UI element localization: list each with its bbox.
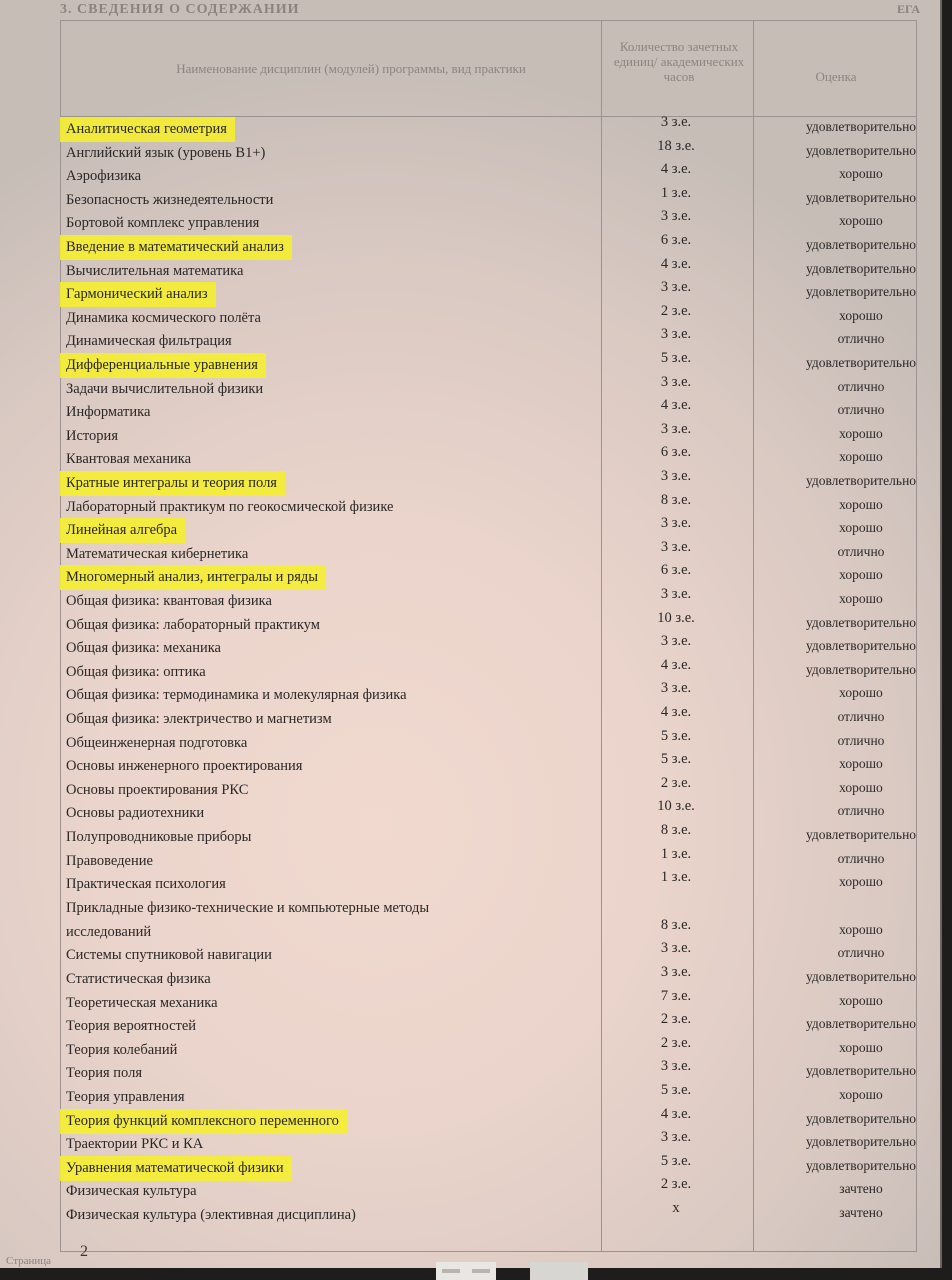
grade: зачтено (839, 1205, 883, 1220)
grade: хорошо (839, 567, 883, 583)
discipline-name (66, 451, 191, 468)
credit-units: 2 з.е. (660, 774, 692, 791)
discipline-name (66, 971, 211, 988)
column-header-grade: Оценка (815, 69, 857, 84)
credit-units: 3 з.е. (660, 420, 692, 437)
discipline-name (66, 640, 221, 657)
credit-units: 3 з.е. (660, 468, 692, 484)
grade: удовлетворительно (805, 1110, 917, 1126)
grade: отлично (837, 732, 885, 748)
credit-units: 1 з.е. (660, 184, 692, 201)
credit-units: 3 з.е. (660, 633, 692, 650)
credit-units: 3 з.е. (660, 114, 692, 130)
discipline-name-text: Безопасность жизнедеятельности (66, 191, 274, 208)
grade: удовлетворительно (805, 119, 917, 134)
discipline-name-text: Основы проектирования РКС (66, 781, 249, 798)
discipline-name (66, 593, 272, 610)
discipline-name (66, 900, 429, 917)
discipline-name-continued: исследований (66, 923, 152, 940)
discipline-name-text: Полупроводниковые приборы (66, 829, 252, 845)
grade: удовлетворительно (805, 355, 917, 370)
credit-units: 2 з.е. (660, 302, 692, 319)
discipline-name (66, 711, 332, 728)
discipline-name-text: Квантовая механика (66, 451, 191, 468)
credit-units: 3 з.е. (660, 326, 692, 343)
credit-units: x (672, 1200, 680, 1216)
discipline-name-text: Теоретическая механика (66, 994, 218, 1011)
discipline-name (66, 1018, 196, 1035)
discipline-name-text: Теория поля (66, 1065, 143, 1082)
credit-units: 6 з.е. (660, 562, 692, 579)
discipline-name-text: Общеинженерная подготовка (66, 734, 248, 751)
discipline-name-text: Многомерный анализ, интегралы и ряды (66, 565, 318, 590)
grade: удовлетворительно (805, 1016, 917, 1032)
credit-units: 8 з.е. (660, 916, 692, 933)
discipline-name (66, 239, 284, 256)
discipline-name-text: Линейная алгебра (66, 518, 177, 543)
discipline-name-text: Теория вероятностей (66, 1018, 197, 1035)
grade: удовлетворительно (805, 661, 917, 677)
credit-units: 3 з.е. (660, 940, 692, 957)
discipline-name (66, 995, 218, 1012)
credit-units: 3 з.е. (660, 1129, 692, 1146)
grade: удовлетворительно (805, 827, 917, 842)
discipline-name (66, 1113, 339, 1130)
discipline-name (66, 1065, 142, 1082)
credit-units: 5 з.е. (660, 1152, 692, 1169)
grade: хорошо (839, 449, 883, 465)
grade: хорошо (839, 992, 883, 1008)
credit-units: 6 з.е. (660, 232, 692, 248)
grade: хорошо (839, 166, 883, 182)
discipline-name-text: Информатика (66, 404, 151, 421)
discipline-name (66, 310, 261, 327)
grade: удовлетворительно (805, 614, 917, 630)
discipline-name (66, 121, 227, 138)
discipline-name-text: Вычислительная математика (66, 262, 244, 279)
discipline-name (66, 1089, 185, 1106)
discipline-name (66, 1207, 356, 1224)
discipline-name-text: Лабораторный практикум по геокосмической физике (66, 498, 394, 515)
discipline-name-text: Дифференциальные уравнения (66, 353, 258, 378)
grade: отлично (837, 402, 885, 418)
grade: хорошо (839, 213, 883, 229)
grade: удовлетворительно (805, 260, 917, 276)
discipline-name-text: Теория функций комплексного переменного (66, 1109, 339, 1134)
grade: удовлетворительно (805, 969, 917, 984)
grade: отлично (837, 543, 885, 559)
credit-units: 4 з.е. (660, 397, 692, 414)
section-title: 3. СВЕДЕНИЯ О СОДЕРЖАНИИ (60, 2, 300, 17)
grade: удовлетворительно (805, 1157, 917, 1173)
credit-units: 4 з.е. (660, 656, 692, 673)
credit-units: 3 з.е. (660, 515, 692, 532)
grade: отлично (837, 803, 885, 819)
discipline-name-text: Общая физика: электричество и магнетизм (66, 711, 332, 727)
column-header-name: Наименование дисциплин (модулей) программы, вид практики (176, 61, 526, 76)
grade: отлично (837, 850, 885, 866)
grade: удовлетворительно (805, 189, 917, 205)
page-label: Страница (6, 1255, 52, 1267)
credit-units: 3 з.е. (660, 373, 692, 390)
grades-table (60, 20, 917, 1252)
discipline-name-text: Физическая культура (элективная дисциплина) (66, 1207, 356, 1223)
grade: хорошо (839, 520, 883, 536)
grade: хорошо (839, 779, 883, 795)
discipline-name (66, 782, 248, 799)
discipline-name-text: Системы спутниковой навигации (66, 947, 272, 964)
grade: хорошо (839, 756, 883, 772)
credit-units: 3 з.е. (660, 680, 692, 697)
discipline-name (66, 357, 258, 374)
discipline-name-text: Теория колебаний (66, 1041, 178, 1058)
grade: хорошо (839, 1039, 883, 1055)
discipline-name-text: История (66, 427, 118, 444)
credit-units: 3 з.е. (660, 279, 692, 296)
discipline-name (66, 168, 141, 185)
discipline-name (66, 286, 208, 303)
grade: удовлетворительно (805, 142, 917, 158)
page-number: 2 (80, 1243, 88, 1260)
grade: отлично (837, 945, 885, 961)
discipline-name (66, 758, 302, 775)
credit-units: 2 з.е. (660, 1011, 692, 1028)
grade: удовлетворительно (805, 473, 917, 488)
credit-units: 4 з.е. (660, 161, 692, 178)
discipline-name (66, 522, 177, 539)
credit-units: 2 з.е. (660, 1034, 692, 1051)
grade: хорошо (839, 685, 883, 701)
discipline-name (66, 1183, 197, 1200)
column-divider (753, 21, 754, 1251)
grade: отлично (837, 709, 885, 724)
discipline-name-text: Гармонический анализ (66, 282, 208, 307)
credit-units: 2 з.е. (660, 1176, 692, 1193)
grade: удовлетворительно (805, 284, 917, 300)
credit-units: 3 з.е. (660, 208, 692, 225)
viewer-thumbnail-chip[interactable] (436, 1262, 496, 1280)
discipline-name (66, 428, 118, 445)
discipline-name-text: Прикладные физико-технические и компьютерные методы (66, 899, 430, 916)
grade: хорошо (839, 307, 883, 323)
discipline-name-text: Общая физика: термодинамика и молекулярная физика (66, 687, 407, 704)
discipline-name (66, 829, 251, 846)
discipline-name-text: Общая физика: квантовая физика (66, 593, 272, 609)
discipline-name-text: Траектории РКС и КА (66, 1136, 204, 1153)
discipline-name-text: Общая физика: лабораторный практикум (66, 616, 320, 633)
discipline-name-text: Физическая культура (66, 1183, 197, 1200)
grade: хорошо (839, 496, 883, 512)
discipline-name (66, 145, 265, 162)
discipline-name (66, 1136, 203, 1153)
grade: отлично (837, 378, 885, 394)
discipline-name-text: Динамика космического полёта (66, 309, 261, 326)
discipline-name (66, 546, 248, 563)
discipline-name (66, 404, 150, 421)
discipline-name (66, 876, 226, 893)
discipline-name-text: Общая физика: оптика (66, 663, 206, 680)
viewer-chip[interactable] (530, 1262, 588, 1280)
discipline-name (66, 805, 204, 822)
credit-units: 5 з.е. (660, 751, 692, 768)
discipline-name (66, 853, 153, 870)
grade: хорошо (839, 1087, 883, 1102)
discipline-name-text: Кратные интегралы и теория поля (66, 471, 277, 496)
grade: хорошо (839, 591, 883, 606)
grade: удовлетворительно (805, 1063, 917, 1079)
discipline-name-text: Уравнения математической физики (66, 1156, 284, 1181)
discipline-name-text: Основы инженерного проектирования (66, 758, 303, 775)
discipline-name-text: Аэрофизика (66, 168, 142, 185)
discipline-name (66, 499, 393, 516)
credit-units: 8 з.е. (660, 491, 692, 508)
discipline-name-text: Задачи вычислительной физики (66, 380, 264, 397)
discipline-name-text: Теория управления (66, 1089, 185, 1105)
grade: отлично (837, 331, 885, 347)
discipline-name (66, 735, 247, 752)
discipline-name (66, 1042, 177, 1059)
discipline-name (66, 333, 232, 350)
credit-units: 7 з.е. (660, 987, 692, 1004)
discipline-name-text: Математическая кибернетика (66, 545, 249, 562)
discipline-name-text: Введение в математический анализ (66, 235, 284, 260)
credit-units: 6 з.е. (660, 444, 692, 461)
discipline-name (66, 617, 320, 634)
credit-units: 3 з.е. (660, 1058, 692, 1075)
discipline-name-text: Аналитическая геометрия (66, 117, 227, 142)
grade: удовлетворительно (805, 638, 917, 654)
credit-units: 8 з.е. (660, 822, 692, 838)
grade: удовлетворительно (805, 1134, 917, 1150)
credit-units: 5 з.е. (660, 1082, 692, 1098)
credit-units: 1 з.е. (660, 845, 692, 862)
column-divider (601, 21, 602, 1251)
discipline-name (66, 1160, 284, 1177)
discipline-name (66, 381, 263, 398)
credit-units: 4 з.е. (660, 1105, 692, 1122)
discipline-name-text: Бортовой комплекс управления (66, 215, 260, 232)
discipline-name-text: Общая физика: механика (66, 640, 221, 657)
discipline-name-text: Правоведение (66, 852, 153, 869)
discipline-name-text: Основы радиотехники (66, 805, 205, 822)
grade: зачтено (839, 1181, 883, 1197)
credit-units: 3 з.е. (660, 586, 692, 602)
discipline-name-text: Статистическая физика (66, 971, 211, 987)
grade: удовлетворительно (805, 237, 917, 252)
discipline-name (66, 192, 273, 209)
credit-units: 10 з.е. (657, 609, 695, 626)
credit-units: 10 з.е. (657, 798, 695, 815)
discipline-name (66, 263, 243, 280)
credit-units: 3 з.е. (660, 964, 692, 980)
discipline-name-text: Практическая психология (66, 876, 226, 893)
credit-units: 4 з.е. (660, 704, 692, 720)
discipline-name-text: Английский язык (уровень В1+) (66, 144, 266, 161)
header-fragment: ЕГА (897, 2, 920, 16)
credit-units: 1 з.е. (660, 869, 692, 886)
grade: хорошо (839, 425, 883, 441)
discipline-name (66, 569, 318, 586)
discipline-name (66, 664, 206, 681)
credit-units: 5 з.е. (660, 350, 692, 366)
discipline-name (66, 475, 277, 492)
discipline-name (66, 947, 272, 964)
grade: хорошо (839, 874, 883, 890)
credit-units: 18 з.е. (657, 137, 695, 154)
grade: хорошо (839, 921, 883, 937)
credit-units: 3 з.е. (660, 538, 692, 555)
column-header-units: Количество зачетных единиц/ академических часов (613, 39, 745, 84)
credit-units: 4 з.е. (660, 255, 692, 272)
discipline-name (66, 687, 407, 704)
discipline-name-text: Динамическая фильтрация (66, 333, 232, 350)
discipline-name (66, 215, 259, 232)
credit-units: 5 з.е. (660, 727, 692, 744)
